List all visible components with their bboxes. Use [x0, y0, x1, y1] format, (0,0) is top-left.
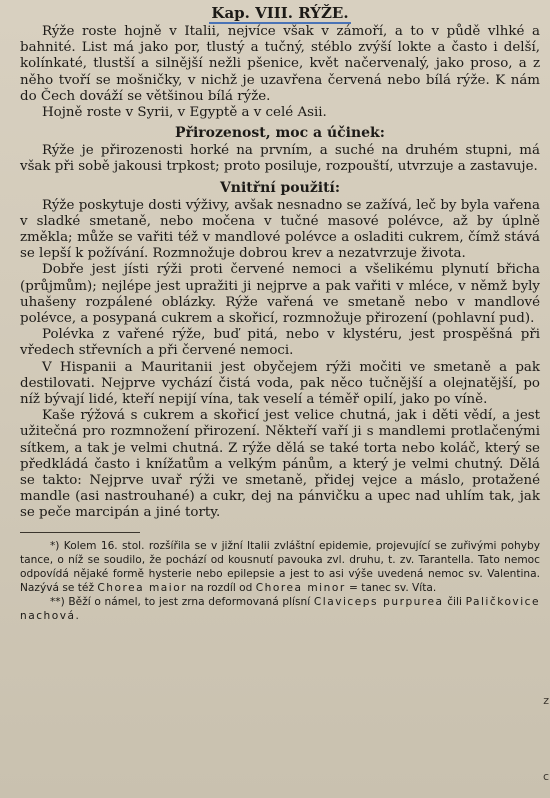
latin-term-chorea-minor: Chorea minor	[255, 581, 346, 594]
page-content	[20, 4, 540, 623]
latin-term-claviceps: Claviceps purpurea	[313, 595, 444, 608]
internal-use-paragraph-2: Dobře jest jísti rýži proti červené nemoci a všelikému plynutí břicha (průjmům); nejlépe jest upražiti ji nejprve a pak vařiti v mléce, v němž byly uhašeny rozpálené oblázky. Rýže vařená ve smetaně nebo v mandlové polévce, a posypaná cukrem a skořicí, rozmnožuje přirození (pohlavní pud).	[20, 262, 540, 327]
section-title-nature: Přirozenost, moc a účinek:	[175, 125, 385, 142]
czech-term-palickovice: Paličkovice nachová	[20, 595, 540, 622]
footnote-1: *) Kolem 16. stol. rozšířila se v jižní Italii zvláštní epidemie, projevující se zuřivými pohyby tance, o níž se soudilo, že pochází od kousnutí pavouka zvl. druhu, t. zv. Tarantella. Tato nemoc odpovídá nějaké formě hysterie nebo epilepsie a jest to asi výše uvedená nemoc sv. Valentina. Nazývá se též Chorea maior na rozdíl od Chorea minor = tanec sv. Víta.	[20, 539, 540, 594]
internal-use-paragraph-5: Kaše rýžová s cukrem a skořicí jest velice chutná, jak i děti vědí, a jest užitečná pro rozmnožení přirození. Někteří vaří ji s mandlemi protlačenými sítkem, a tak je velmi chutná. Z rýže dělá se také torta nebo koláč, který se předkládá často i knížatům a velkým pánům, a který je velmi chutný. Dělá se takto: Nejprve uvař rýži ve smetaně, přidej vejce a máslo, protažené mandle (asi nastrouhané) a cukr, dej na pánvičku a upec nad uhlím tak, jak se peče marcipán a jiné torty.	[20, 408, 540, 521]
margin-mark-1: z	[543, 694, 549, 707]
footnote-divider	[20, 532, 140, 533]
latin-term-chorea-maior: Chorea maior	[97, 581, 188, 594]
footnote-2: **) Běží o námel, to jest zrna deformovaná plísní Claviceps purpurea čili Paličkovice nachová.	[20, 595, 540, 622]
intro-paragraph-1: Rýže roste hojně v Italii, nejvíce však v zámoří, a to v půdě vlhké a bahnité. List má jako por, tlustý a tučný, stéblo zvýší lokte a často i delší, kolínkaté, tlustší a silnější nežli pšenice, květ načervenalý, jako proso, a z něho tvoří se mošničky, v nichž je uzavřena červená nebo bílá rýže. K nám do Čech dováží se většinou bílá rýže.	[20, 24, 540, 104]
internal-use-paragraph-4: V Hispanii a Mauritanii jest obyčejem rýži močiti ve smetaně a pak destilovati. Nejprve vychází čistá voda, pak něco tučnější a olejnatější, po níž bývají lidé, kteří nepijí vína, tak veselí a téměř opilí, jako po víně.	[20, 359, 540, 408]
section-title-internal-use: Vnitřní použití:	[219, 179, 341, 196]
nature-paragraph: Rýže je přirozenosti horké na prvním, a suché na druhém stupni, má však při sobě jakousi trpkost; proto posiluje, rozpouští, utvrzuje a zastavuje.	[20, 143, 540, 175]
internal-use-paragraph-1: Rýže poskytuje dosti výživy, avšak nesnadno se zažívá, leč by byla vařena v sladké smetaně, nebo močena v tučné masové polévce, až by úplně změkla; může se vařiti též v mandlové polévce a osladiti cukrem, čímž stává se lepší k požívání. Rozmnožuje dobrou krev a nezatvrzuje života.	[20, 197, 540, 262]
chapter-title: Kap. VIII. RÝŽE.	[211, 4, 349, 22]
internal-use-paragraph-3: Polévka z vařené rýže, buď pitá, nebo v klystéru, jest prospěšná při vředech střevních a při červené nemoci.	[20, 327, 540, 359]
margin-mark-2: c	[542, 770, 549, 783]
intro-paragraph-2: Hojně roste v Syrii, v Egyptě a v celé Asii.	[42, 105, 327, 121]
